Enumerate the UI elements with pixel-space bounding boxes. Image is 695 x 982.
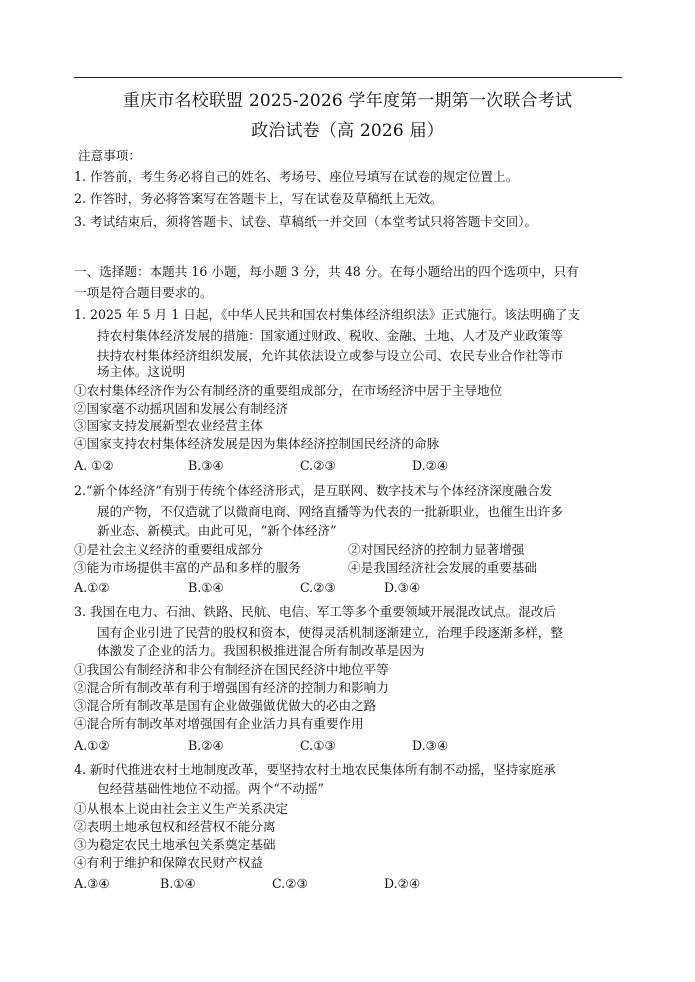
question-stem: 新业态、新模式。由此可见，“新个体经济” [97,523,337,538]
question-stem: 体激发了企业的活力。我国积极推进混合所有制改革是因为 [97,643,425,658]
option-d: D.③④ [384,580,421,595]
question-stem: 扶持农村集体经济组织发展，允许其依法设立或参与设立公司、农民专业合作社等市 [97,348,563,363]
statement: ③混合所有制改革是国有企业做强做优做大的必由之路 [74,698,377,713]
statement: ③能为市场提供丰富的产品和多样的服务 [74,560,301,575]
statement: ④混合所有制改革对增强国有企业活力具有重要作用 [74,716,364,731]
section-intro: 一项是符合题目要求的。 [74,285,213,300]
option-a: A.①② [74,580,110,595]
statement: ②国家毫不动摇巩固和发展公有制经济 [74,401,289,416]
statement: ④是我国经济社会发展的重要基础 [348,560,537,575]
option-a: A.③④ [74,876,110,891]
option-d: D.②④ [384,876,421,891]
option-d: D.②④ [412,458,449,473]
statement: ①农村集体经济作为公有制经济的重要组成部分，在市场经济中居于主导地位 [74,383,503,398]
header-rule [74,77,622,78]
option-b: B.③④ [188,458,224,473]
notice-item: 2. 作答时，务必将答案写在答题卡上，写在试卷及草稿纸上无效。 [74,191,443,206]
statement: ④有利于维护和保障农民财产权益 [74,855,263,870]
option-c: C.②③ [272,876,308,891]
statement: ①从根本上说由社会主义生产关系决定 [74,801,289,816]
statement: ①我国公有制经济和非公有制经济在国民经济中地位平等 [74,662,389,677]
question-stem: 场主体。这说明 [97,364,186,379]
question-stem: 1. 2025 年 5 月 1 日起，《中华人民共和国农村集体经济组织法》正式施行。该法明确了支 [74,307,580,322]
question-stem: 展的产物，不仅造就了以微商电商、网络直播等为代表的一批新职业，也催生出许多 [97,504,563,519]
statement: ②表明土地承包权和经营权不能分离 [74,819,276,834]
option-a: A. ①② [74,458,114,473]
option-c: C.②③ [300,458,336,473]
question-stem: 3. 我国在电力、石油、铁路、民航、电信、军工等多个重要领域开展混改试点。混改后 [74,604,556,619]
option-a: A.①② [74,738,110,753]
statement: ③为稳定农民土地承包关系奠定基础 [74,837,276,852]
statement: ②对国民经济的控制力显著增强 [348,542,525,557]
statement: ②混合所有制改革有利于增强国有经济的控制力和影响力 [74,680,389,695]
option-b: B.①④ [160,876,196,891]
question-stem: 国有企业引进了民营的股权和资本，使得灵活机制逐渐建立，治理手段逐渐多样，整 [97,625,563,640]
option-b: B.②④ [188,738,224,753]
option-d: D.③④ [412,738,449,753]
exam-title: 重庆市名校联盟 2025-2026 学年度第一期第一次联合考试 [122,91,573,111]
statement: ④国家支持农村集体经济发展是因为集体经济控制国民经济的命脉 [74,436,440,451]
notice-heading: 注意事项： [78,148,141,163]
statement: ①是社会主义经济的重要组成部分 [74,542,263,557]
option-c: C.②③ [300,580,336,595]
question-stem: 包经营基础性地位不动摇。两个“不动摇” [97,781,324,796]
exam-subtitle: 政治试卷（高 2026 届） [251,121,444,141]
option-c: C.①③ [300,738,336,753]
notice-item: 1. 作答前，考生务必将自己的姓名、考场号、座位号填写在试卷的规定位置上。 [74,169,519,184]
question-stem: 持农村集体经济发展的措施：国家通过财政、税收、金融、土地、人才及产业政策等 [97,328,563,343]
question-stem: 4. 新时代推进农村土地制度改革，要坚持农村土地农民集体所有制不动摇，坚持家庭承 [74,762,556,777]
question-stem: 2.“新个体经济”有别于传统个体经济形式，是互联网、数字技术与个体经济深度融合发 [74,483,553,498]
section-intro: 一、选择题：本题共 16 小题，每小题 3 分，共 48 分。在每小题给出的四个选项中，只有 [74,264,579,279]
notice-item: 3. 考试结束后，须将答题卡、试卷、草稿纸一并交回（本堂考试只将答题卡交回）。 [74,214,538,229]
option-b: B.①④ [188,580,224,595]
statement: ③国家支持发展新型农业经营主体 [74,418,263,433]
